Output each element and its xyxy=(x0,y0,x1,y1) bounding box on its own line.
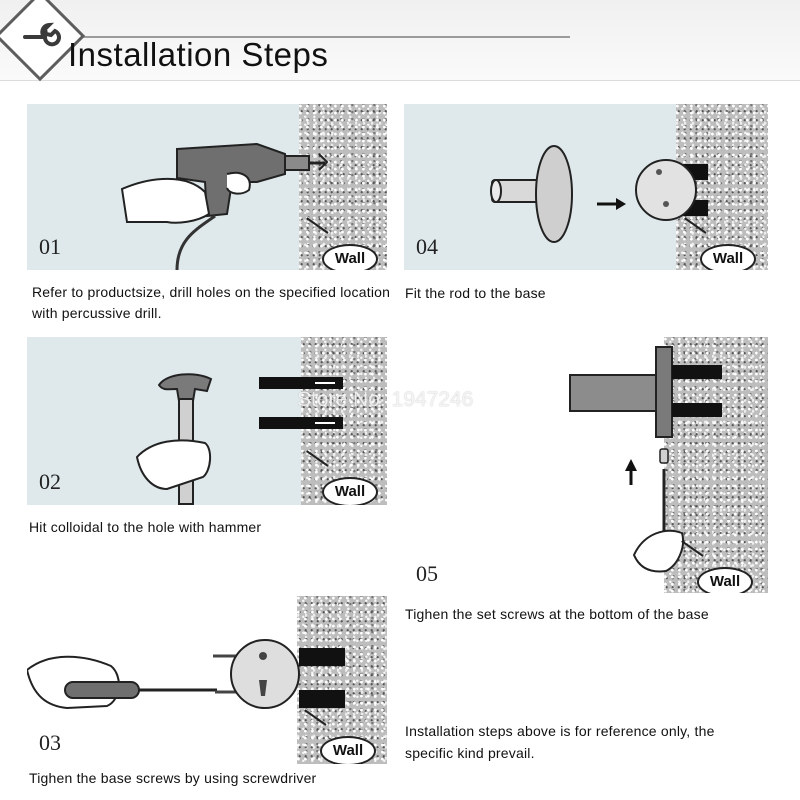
step-number: 04 xyxy=(416,234,438,259)
step-03-caption: Tighen the base screws by using screwdriver xyxy=(29,770,317,786)
step-01-panel xyxy=(27,104,387,270)
step-05-caption: Tighen the set screws at the bottom of the base xyxy=(405,606,709,622)
step-01-caption: Refer to productsize, drill holes on the specified location with percussive drill. xyxy=(32,284,391,321)
reference-note: Installation steps above is for reference only, the specific kind prevail. xyxy=(405,723,715,761)
wall-label: Wall xyxy=(322,477,378,505)
wall-label: Wall xyxy=(320,736,376,764)
set-screw-illustration xyxy=(404,337,768,593)
wall-label: Wall xyxy=(700,244,756,270)
header xyxy=(0,0,800,81)
step-number: 02 xyxy=(39,469,61,494)
step-02-panel xyxy=(27,337,387,505)
page-title: Installation Steps xyxy=(68,36,329,73)
step-05-panel xyxy=(404,337,768,593)
drill-illustration xyxy=(27,104,387,270)
step-04-caption: Fit the rod to the base xyxy=(405,285,546,301)
wall-label: Wall xyxy=(322,244,378,270)
step-number: 05 xyxy=(416,561,438,586)
step-04-panel xyxy=(404,104,768,270)
wall-label: Wall xyxy=(697,567,753,593)
step-03-panel xyxy=(27,596,387,764)
store-watermark: Store No: 1947246 xyxy=(297,388,474,411)
step-number: 03 xyxy=(39,730,61,755)
step-number: 01 xyxy=(39,234,61,259)
step-02-caption: Hit colloidal to the hole with hammer xyxy=(29,519,262,535)
